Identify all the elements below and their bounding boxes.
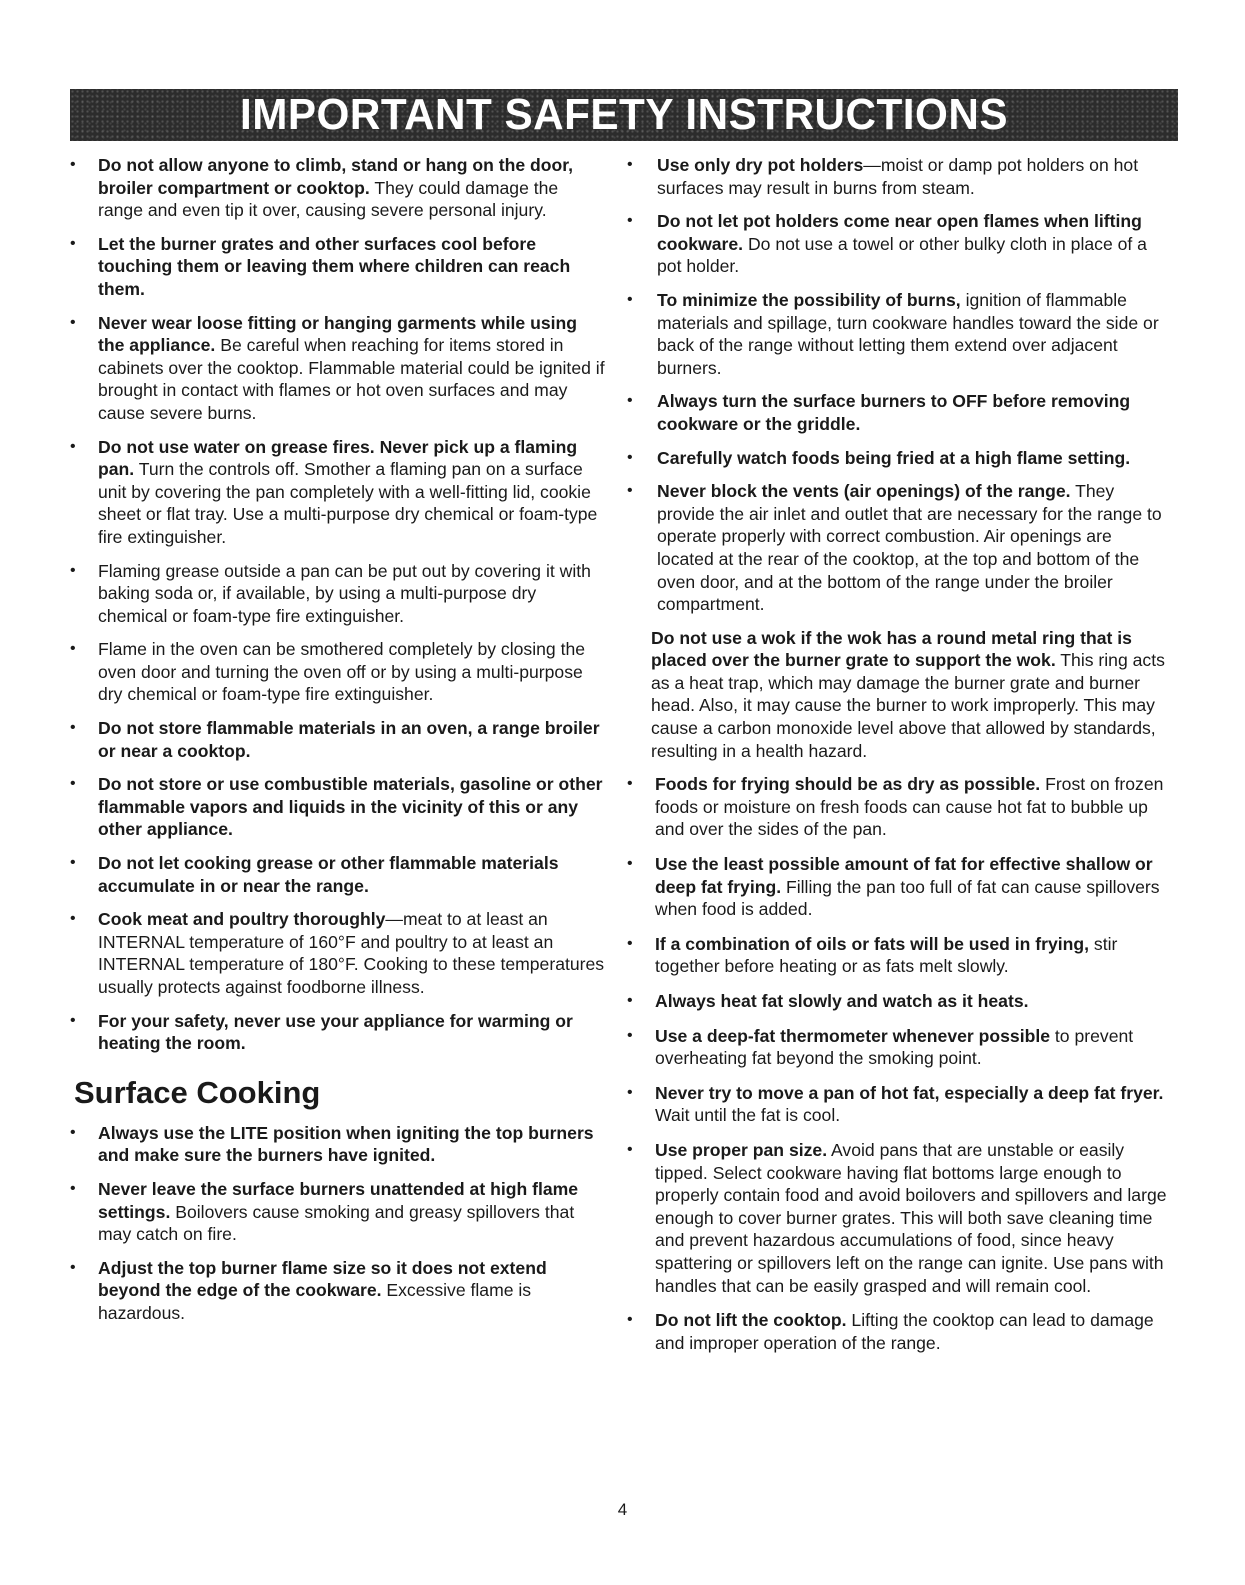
instruction-text: stir together before heating or as fats melt slowly. [655, 933, 1118, 977]
instruction-text: Flaming grease outside a pan can be put out by covering it with baking soda or, if available, by using a multi-purpose dry chemical or foam-type fire extinguisher. [98, 560, 591, 626]
left-instruction-list [70, 154, 606, 1055]
instruction-item [70, 1178, 606, 1246]
instruction-bold-text: Never try to move a pan of hot fat, especially a deep fat fryer. [655, 1082, 1164, 1103]
instruction-item [70, 154, 606, 222]
instruction-bold-text: Foods for frying should be as dry as possible. [655, 774, 1041, 795]
instruction-item [70, 852, 606, 897]
instruction-text: Avoid pans that are unstable or easily tipped. Select cookware having flat bottoms large enough to properly contain food and avoid boilovers and spillovers and large enough to cover burner grates. This will both save cleaning time and prevent hazardous accumulations of food, since heavy spattering or spillovers left on the range can ignite. Use pans with handles that can be easily grasped and will remain cool. [655, 1139, 1167, 1296]
instruction-bold-text: If a combination of oils or fats will be used in frying, [655, 933, 1090, 954]
instruction-text: They provide the air inlet and outlet that are necessary for the range to operate properly with correct combustion. Air openings are located at the rear of the cooktop, at the top and bottom of the oven door, and at the bottom of the range under the broiler compartment. [657, 481, 1162, 615]
instruction-bold-text: Use proper pan size. [655, 1139, 828, 1160]
instruction-item [627, 210, 1167, 278]
instruction-item [627, 853, 1167, 921]
instruction-item [627, 1025, 1167, 1070]
instruction-text: They could damage the range and even tip it over, causing severe personal injury. [98, 177, 559, 221]
safety-banner [70, 89, 1178, 141]
instruction-item [70, 560, 606, 628]
instruction-item [70, 773, 606, 841]
instruction-item [627, 773, 1167, 841]
instruction-item [627, 1309, 1167, 1354]
left-column [70, 154, 606, 1336]
wok-paragraph-text: This ring acts as a heat trap, which may damage the burner grate and burner head. Also, it may cause the burner to work improperly. This may cause a carbon monoxide level above that allowed by standards, resulting in a health hazard. [651, 650, 1165, 761]
right-instruction-list [627, 154, 1167, 616]
instruction-item [627, 1139, 1167, 1297]
instruction-item [627, 154, 1167, 199]
wok-paragraph-bold: Do not use a wok if the wok has a round metal ring that is placed over the burner grate to support the wok. [651, 627, 1132, 671]
instruction-text: Be careful when reaching for items stored in cabinets over the cooktop. Flammable material could be ignited if brought in contact with flames or hot oven surfaces and may cause severe burns. [98, 335, 605, 423]
section-heading-surface-cooking: Surface Cooking [74, 1074, 321, 1110]
instruction-bold-text: Do not store flammable materials in an oven, a range broiler or near a cooktop. [98, 718, 600, 761]
instruction-item [70, 436, 606, 549]
instruction-bold-text: Let the burner grates and other surfaces cool before touching them or leaving them where children can reach them. [98, 233, 571, 299]
instruction-text: —moist or damp pot holders on hot surfaces may result in burns from steam. [657, 155, 1139, 198]
instruction-item [627, 933, 1167, 978]
instruction-item [70, 312, 606, 425]
instruction-item [70, 1257, 606, 1325]
instruction-bold-text: Do not let pot holders come near open flames when lifting cookware. [657, 211, 1142, 254]
instruction-bold-text: For your safety, never use your appliance for warming or heating the room. [98, 1010, 573, 1054]
instruction-text: Do not use a towel or other bulky cloth in place of a pot holder. [657, 233, 1147, 277]
frying-instruction-list [627, 773, 1167, 1354]
instruction-text: Boilovers cause smoking and greasy spillovers that may catch on fire. [98, 1201, 575, 1245]
right-column [627, 154, 1167, 1366]
page-number: 4 [617, 1500, 628, 1519]
instruction-item [70, 233, 606, 301]
instruction-bold-text: Do not use water on grease fires. Never pick up a flaming pan. [98, 436, 578, 480]
instruction-bold-text: Always turn the surface burners to OFF before removing cookware or the griddle. [657, 391, 1131, 434]
instruction-bold-text: Always heat fat slowly and watch as it heats. [655, 991, 1029, 1011]
instruction-bold-text: To minimize the possibility of burns, [657, 289, 961, 310]
instruction-text: Frost on frozen foods or moisture on fresh foods can cause hot fat to bubble up and over the sides of the pan. [655, 774, 1164, 840]
instruction-text: Flame in the oven can be smothered completely by closing the oven door and turning the oven off or by using a multi-purpose dry chemical or foam-type fire extinguisher. [98, 639, 586, 705]
instruction-bold-text: Use only dry pot holders [657, 155, 864, 175]
instruction-item [70, 908, 606, 998]
instruction-bold-text: Always use the LITE position when igniting the top burners and make sure the burners have ignited. [98, 1122, 594, 1166]
instruction-bold-text: Never block the vents (air openings) of the range. [657, 481, 1071, 502]
instruction-text: Filling the pan too full of fat can cause spillovers when food is added. [655, 876, 1160, 920]
instruction-item [627, 1082, 1167, 1127]
instruction-bold-text: Never leave the surface burners unattended at high flame settings. [98, 1178, 579, 1222]
instruction-item [70, 638, 606, 706]
instruction-item [627, 390, 1167, 435]
instruction-text: to prevent overheating fat beyond the smoking point. [655, 1025, 1134, 1069]
banner-title: IMPORTANT SAFETY INSTRUCTIONS [240, 90, 1008, 139]
instruction-bold-text: Do not allow anyone to climb, stand or hang on the door, broiler compartment or cooktop. [98, 155, 574, 198]
instruction-text: —meat to at least an INTERNAL temperature of 160°F and poultry to at least an INTERNAL temperature of 180°F. Cooking to these temperatures usually protects against foodborne illness. [98, 909, 605, 997]
instruction-item [70, 1010, 606, 1055]
instruction-text: Lifting the cooktop can lead to damage and improper operation of the range. [655, 1310, 1154, 1353]
instruction-item [627, 480, 1167, 616]
instruction-item [627, 990, 1167, 1013]
instruction-bold-text: Use the least possible amount of fat for effective shallow or deep fat frying. [655, 854, 1153, 897]
instruction-bold-text: Do not store or use combustible materials, gasoline or other flammable vapors and liquids in the vicinity of this or any other appliance. [98, 774, 603, 840]
instruction-item [70, 717, 606, 762]
instruction-text: Turn the controls off. Smother a flaming pan on a surface unit by covering the pan completely with a well-fitting lid, cookie sheet or flat tray. Use a multi-purpose dry chemical or foam-type fire extinguisher. [98, 459, 598, 547]
instruction-bold-text: Use a deep-fat thermometer whenever possible [655, 1025, 1051, 1046]
instruction-bold-text: Cook meat and poultry thoroughly [98, 909, 386, 930]
instruction-text: Excessive flame is hazardous. [98, 1280, 532, 1323]
instruction-bold-text: Carefully watch foods being fried at a high flame setting. [657, 447, 1131, 468]
surface-cooking-list [70, 1122, 606, 1325]
wok-paragraph [651, 627, 1167, 763]
instruction-bold-text: Never wear loose fitting or hanging garments while using the appliance. [98, 312, 578, 356]
instruction-bold-text: Do not let cooking grease or other flammable materials accumulate in or near the range. [98, 853, 559, 896]
instruction-bold-text: Do not lift the cooktop. [655, 1310, 847, 1331]
instruction-text: ignition of flammable materials and spillage, turn cookware handles toward the side or back of the range without letting them extend over adjacent burners. [657, 289, 1159, 378]
instruction-text: Wait until the fat is cool. [655, 1105, 841, 1126]
instruction-bold-text: Adjust the top burner flame size so it does not extend beyond the edge of the cookware. [98, 1257, 547, 1301]
instruction-item [627, 447, 1167, 470]
instruction-item [70, 1122, 606, 1167]
instruction-item [627, 289, 1167, 379]
